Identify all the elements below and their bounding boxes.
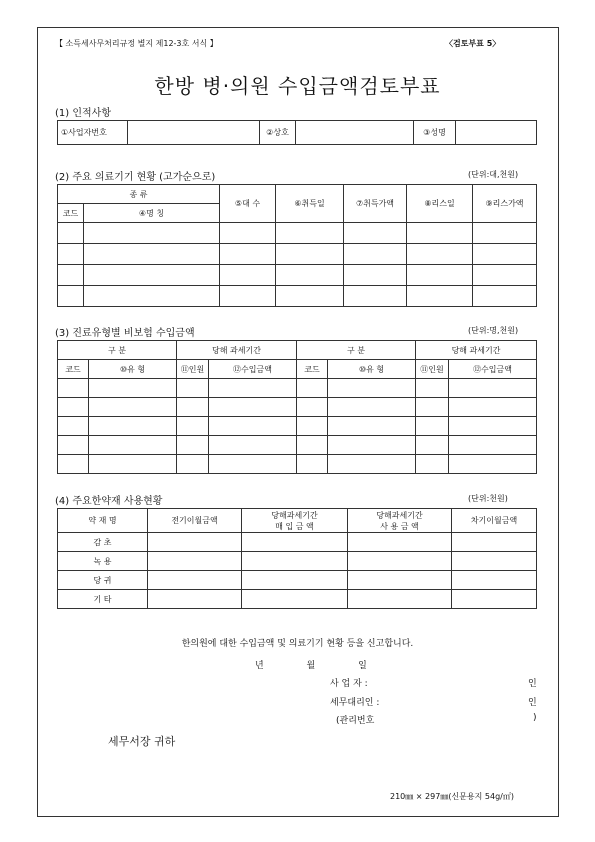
table-row xyxy=(58,571,537,590)
col-type-right: ⑩유 형 xyxy=(328,360,416,379)
col-code-left: 코드 xyxy=(58,360,89,379)
business-number-field[interactable] xyxy=(128,121,260,145)
category-header-left: 구 분 xyxy=(58,341,177,360)
type-group-header: 종 류 xyxy=(58,185,220,204)
table-row xyxy=(58,590,537,609)
management-number-label: (관리번호 xyxy=(336,716,375,726)
herbal-medicine-table xyxy=(57,508,537,609)
section4-unit: (단위:천원) xyxy=(468,494,508,503)
owner-seal: 인 xyxy=(528,679,537,689)
col-purchase-line2: 매 입 금 액 xyxy=(275,521,314,531)
section3-heading: (3) 진료유형별 비보험 수입금액 xyxy=(55,328,195,339)
col-lease-date: ⑧리스일 xyxy=(407,185,473,223)
table-row xyxy=(58,552,537,571)
agent-seal: 인 xyxy=(528,698,537,708)
tax-agent-label: 세무대리인 : xyxy=(330,698,380,708)
col-revenue-right: ⑫수입금액 xyxy=(449,360,537,379)
form-name: 〈검토부표 5〉 xyxy=(445,39,501,48)
col-quantity: ⑤대 수 xyxy=(220,185,276,223)
section4-heading: (4) 주요한약재 사용현황 xyxy=(55,496,163,507)
herb-angelica: 당 귀 xyxy=(58,571,148,590)
col-name: ④명 칭 xyxy=(84,204,220,223)
col-purchase-line1: 당해과세기간 xyxy=(271,510,318,520)
addressee: 세무서장 귀하 xyxy=(108,735,176,748)
section2-unit: (단위:대,천원) xyxy=(468,170,519,179)
table-row xyxy=(58,455,537,474)
table-row xyxy=(58,533,537,552)
section3-unit: (단위:명,천원) xyxy=(468,326,519,335)
table-row xyxy=(58,223,537,244)
col-usage-line2: 사 용 금 액 xyxy=(380,521,419,531)
col-usage-line1: 당해과세기간 xyxy=(376,510,423,520)
period-header-left: 당해 과세기간 xyxy=(177,341,297,360)
col-headcount-right: ⑪인원 xyxy=(416,360,449,379)
table-row xyxy=(58,265,537,286)
col-code-right: 코드 xyxy=(297,360,328,379)
declaration-date: 년 월 일 xyxy=(255,661,367,671)
herb-licorice: 감 초 xyxy=(58,533,148,552)
label-owner-name: ③성명 xyxy=(414,121,456,145)
declaration-statement: 한의원에 대한 수입금액 및 의료기기 현황 등을 신고합니다. xyxy=(181,639,414,649)
table-row xyxy=(58,244,537,265)
col-acquisition-date: ⑥취득일 xyxy=(276,185,344,223)
col-herb-name: 약 재 명 xyxy=(58,509,148,533)
col-type-left: ⑩유 형 xyxy=(89,360,177,379)
table-row xyxy=(58,286,537,307)
non-insurance-revenue-table xyxy=(57,340,537,474)
herb-other: 기 타 xyxy=(58,590,148,609)
col-code: 코드 xyxy=(58,204,84,223)
section2-heading: (2) 주요 의료기기 현황 (고가순으로) xyxy=(55,172,216,183)
herb-antler: 녹 용 xyxy=(58,552,148,571)
col-acquisition-price: ⑦취득가액 xyxy=(344,185,407,223)
label-business-number: ①사업자번호 xyxy=(58,121,128,145)
table-row xyxy=(58,436,537,455)
period-header-right: 당해 과세기간 xyxy=(416,341,537,360)
owner-name-field[interactable] xyxy=(456,121,537,145)
label-company-name: ②상호 xyxy=(260,121,296,145)
col-headcount-left: ⑪인원 xyxy=(177,360,209,379)
medical-equipment-table xyxy=(57,184,537,307)
business-owner-label: 사 업 자 : xyxy=(330,679,368,689)
col-purchase-amount xyxy=(242,509,348,533)
col-prev-carryover: 전기이월금액 xyxy=(148,509,242,533)
section1-heading: (1) 인적사항 xyxy=(55,108,111,119)
col-revenue-left: ⑫수입금액 xyxy=(209,360,297,379)
col-lease-price: ⑨리스가액 xyxy=(473,185,537,223)
form-reference: 【 소득세사무처리규정 별지 제12-3호 서식 】 xyxy=(55,39,218,48)
page-title: 한방 병·의원 수입금액검토부표 xyxy=(154,74,441,98)
table-row xyxy=(58,398,537,417)
col-usage-amount xyxy=(348,509,452,533)
table-row xyxy=(58,379,537,398)
col-next-carryover: 차기이월금액 xyxy=(452,509,537,533)
management-number-close: ) xyxy=(533,713,537,723)
company-name-field[interactable] xyxy=(296,121,414,145)
table-row xyxy=(58,417,537,436)
category-header-right: 구 분 xyxy=(297,341,416,360)
personal-info-table xyxy=(57,120,537,145)
paper-spec: 210㎜ × 297㎜(신문용지 54g/㎡) xyxy=(390,792,514,801)
